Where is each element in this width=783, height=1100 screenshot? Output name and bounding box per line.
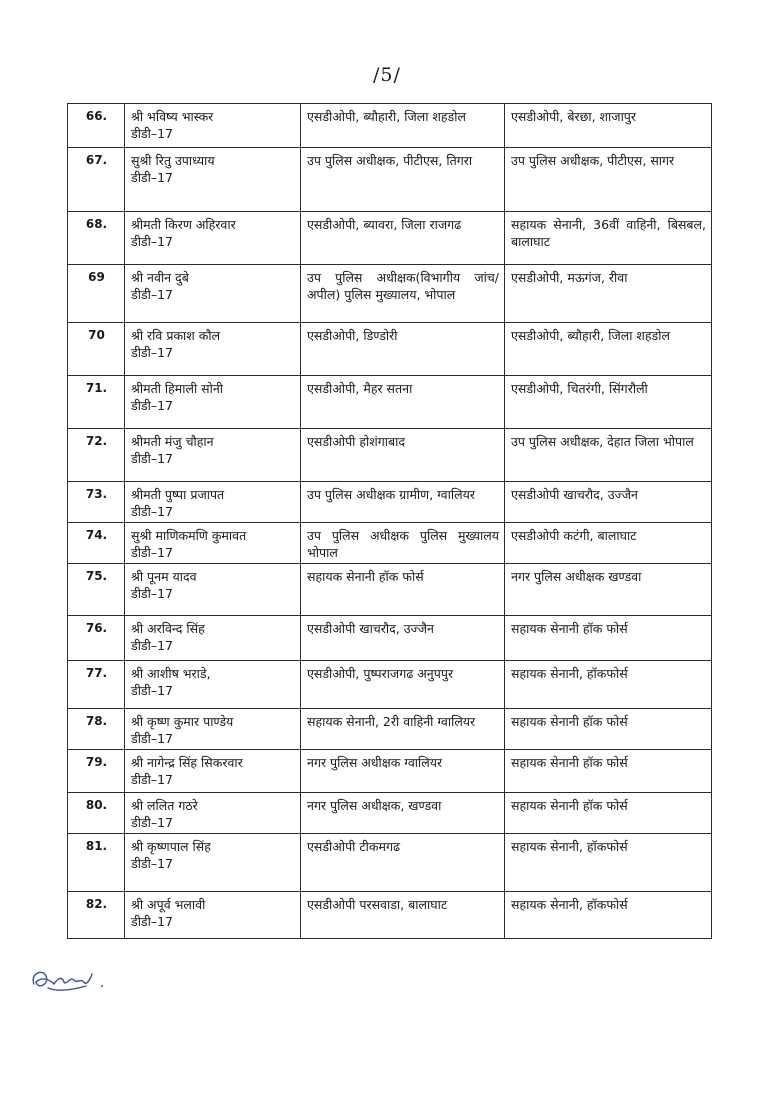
new-posting: एसडीओपी, मऊगंज, रीवा (505, 265, 712, 323)
new-posting: सहायक सेनानी, 36वीं वाहिनी, बिसबल, बालाघाट (505, 212, 712, 265)
officer-name: श्री कृष्णपाल सिंह (131, 839, 211, 854)
officer-cell (125, 212, 301, 265)
officer-batch: डीडी–17 (131, 856, 174, 871)
new-posting: एसडीओपी, ब्यौहारी, जिला शहडोल (505, 323, 712, 376)
new-posting: उप पुलिस अधीक्षक, पीटीएस, सागर (505, 148, 712, 212)
new-posting: सहायक सेनानी, हॉकफोर्स (505, 834, 712, 892)
serial-number: 67. (68, 148, 125, 212)
officer-name: श्रीमती मंजु चौहान (131, 434, 214, 449)
table-row (68, 148, 712, 212)
officer-cell (125, 523, 301, 564)
table-row (68, 104, 712, 148)
officer-batch: डीडी–17 (131, 772, 174, 787)
table-row (68, 482, 712, 523)
officer-name: श्री अपूर्व भलावी (131, 897, 206, 912)
serial-number: 77. (68, 661, 125, 709)
new-posting: सहायक सेनानी, हॉकफोर्स (505, 892, 712, 939)
signature (28, 962, 108, 1002)
officer-name: श्रीमती किरण अहिरवार (131, 217, 236, 232)
table-row (68, 265, 712, 323)
new-posting: सहायक सेनानी हॉक फोर्स (505, 616, 712, 661)
current-posting: सहायक सेनानी, 2री वाहिनी ग्वालियर (301, 709, 505, 750)
officer-batch: डीडी–17 (131, 170, 174, 185)
officer-cell (125, 429, 301, 482)
serial-number: 75. (68, 564, 125, 616)
current-posting: एसडीओपी होशंगाबाद (301, 429, 505, 482)
current-posting: एसडीओपी, ब्यावरा, जिला राजगढ (301, 212, 505, 265)
officer-cell (125, 148, 301, 212)
officer-batch: डीडी–17 (131, 638, 174, 653)
officer-batch: डीडी–17 (131, 815, 174, 830)
serial-number: 76. (68, 616, 125, 661)
officer-cell (125, 834, 301, 892)
table-row (68, 661, 712, 709)
officer-name: श्री नागेन्द्र सिंह सिकरवार (131, 755, 243, 770)
current-posting: एसडीओपी, पुष्पराजगढ अनुपपुर (301, 661, 505, 709)
table-row (68, 212, 712, 265)
officer-batch: डीडी–17 (131, 731, 174, 746)
serial-number: 72. (68, 429, 125, 482)
officer-name: श्री ललित गठरे (131, 798, 198, 813)
officer-cell (125, 750, 301, 793)
serial-number: 78. (68, 709, 125, 750)
serial-number: 66. (68, 104, 125, 148)
officer-name: श्रीमती हिमाली सोनी (131, 381, 224, 396)
current-posting: एसडीओपी, ब्यौहारी, जिला शहडोल (301, 104, 505, 148)
serial-number: 69 (68, 265, 125, 323)
officer-cell (125, 482, 301, 523)
current-posting: एसडीओपी परसवाडा, बालाघाट (301, 892, 505, 939)
new-posting: सहायक सेनानी, हॉकफोर्स (505, 661, 712, 709)
table-row (68, 793, 712, 834)
serial-number: 73. (68, 482, 125, 523)
officer-name: श्रीमती पुष्पा प्रजापत (131, 487, 225, 502)
current-posting: एसडीओपी, डिण्डोरी (301, 323, 505, 376)
officer-name: श्री अरविन्द सिंह (131, 621, 205, 636)
officer-cell (125, 323, 301, 376)
current-posting: उप पुलिस अधीक्षक, पीटीएस, तिगरा (301, 148, 505, 212)
officer-cell (125, 892, 301, 939)
table-row (68, 616, 712, 661)
serial-number: 82. (68, 892, 125, 939)
officer-name: श्री पूनम यादव (131, 569, 197, 584)
current-posting: नगर पुलिस अधीक्षक ग्वालियर (301, 750, 505, 793)
table-row (68, 750, 712, 793)
current-posting: उप पुलिस अधीक्षक पुलिस मुख्यालय भोपाल (301, 523, 505, 564)
officer-name: श्री रवि प्रकाश कौल (131, 328, 221, 343)
current-posting: नगर पुलिस अधीक्षक, खण्डवा (301, 793, 505, 834)
officer-cell (125, 265, 301, 323)
officer-name: सुश्री रितु उपाध्याय (131, 153, 215, 168)
transfer-table (67, 103, 712, 939)
officer-cell (125, 564, 301, 616)
new-posting: एसडीओपी कटंगी, बालाघाट (505, 523, 712, 564)
officer-cell (125, 793, 301, 834)
officer-batch: डीडी–17 (131, 914, 174, 929)
officer-cell (125, 104, 301, 148)
new-posting: सहायक सेनानी हॉक फोर्स (505, 793, 712, 834)
officer-cell (125, 376, 301, 429)
officer-batch: डीडी–17 (131, 345, 174, 360)
officer-batch: डीडी–17 (131, 545, 174, 560)
new-posting: उप पुलिस अधीक्षक, देहात जिला भोपाल (505, 429, 712, 482)
table-row (68, 892, 712, 939)
officer-batch: डीडी–17 (131, 234, 174, 249)
officer-name: श्री कृष्ण कुमार पाण्डेय (131, 714, 234, 729)
current-posting: एसडीओपी खाचरौद, उज्जैन (301, 616, 505, 661)
new-posting: एसडीओपी, बेरछा, शाजापुर (505, 104, 712, 148)
new-posting: एसडीओपी खाचरौद, उज्जैन (505, 482, 712, 523)
new-posting: सहायक सेनानी हॉक फोर्स (505, 709, 712, 750)
current-posting: उप पुलिस अधीक्षक(विभागीय जांच/अपील) पुलिस मुख्यालय, भोपाल (301, 265, 505, 323)
officer-batch: डीडी–17 (131, 398, 174, 413)
serial-number: 70 (68, 323, 125, 376)
officer-cell (125, 616, 301, 661)
officer-batch: डीडी–17 (131, 683, 174, 698)
officer-cell (125, 661, 301, 709)
current-posting: एसडीओपी, मैहर सतना (301, 376, 505, 429)
serial-number: 68. (68, 212, 125, 265)
new-posting: एसडीओपी, चितरंगी, सिंगरौली (505, 376, 712, 429)
officer-batch: डीडी–17 (131, 451, 174, 466)
current-posting: एसडीओपी टीकमगढ (301, 834, 505, 892)
current-posting: उप पुलिस अधीक्षक ग्रामीण, ग्वालियर (301, 482, 505, 523)
officer-name: श्री नवीन दुबे (131, 270, 189, 285)
officer-name: श्री आशीष भराडे, (131, 666, 211, 681)
table-row (68, 323, 712, 376)
serial-number: 71. (68, 376, 125, 429)
serial-number: 80. (68, 793, 125, 834)
page-number: /5/ (373, 64, 401, 86)
serial-number: 74. (68, 523, 125, 564)
table-row (68, 376, 712, 429)
serial-number: 79. (68, 750, 125, 793)
table-row (68, 709, 712, 750)
table-row (68, 564, 712, 616)
officer-batch: डीडी–17 (131, 504, 174, 519)
officer-batch: डीडी–17 (131, 287, 174, 302)
officer-name: श्री भविष्य भास्कर (131, 109, 214, 124)
serial-number: 81. (68, 834, 125, 892)
current-posting: सहायक सेनानी हॉक फोर्स (301, 564, 505, 616)
table-row (68, 523, 712, 564)
officer-name: सुश्री माणिकमणि कुमावत (131, 528, 247, 543)
table-row (68, 834, 712, 892)
officer-batch: डीडी–17 (131, 586, 174, 601)
table-row (68, 429, 712, 482)
officer-cell (125, 709, 301, 750)
officer-batch: डीडी–17 (131, 126, 174, 141)
new-posting: नगर पुलिस अधीक्षक खण्डवा (505, 564, 712, 616)
new-posting: सहायक सेनानी हॉक फोर्स (505, 750, 712, 793)
